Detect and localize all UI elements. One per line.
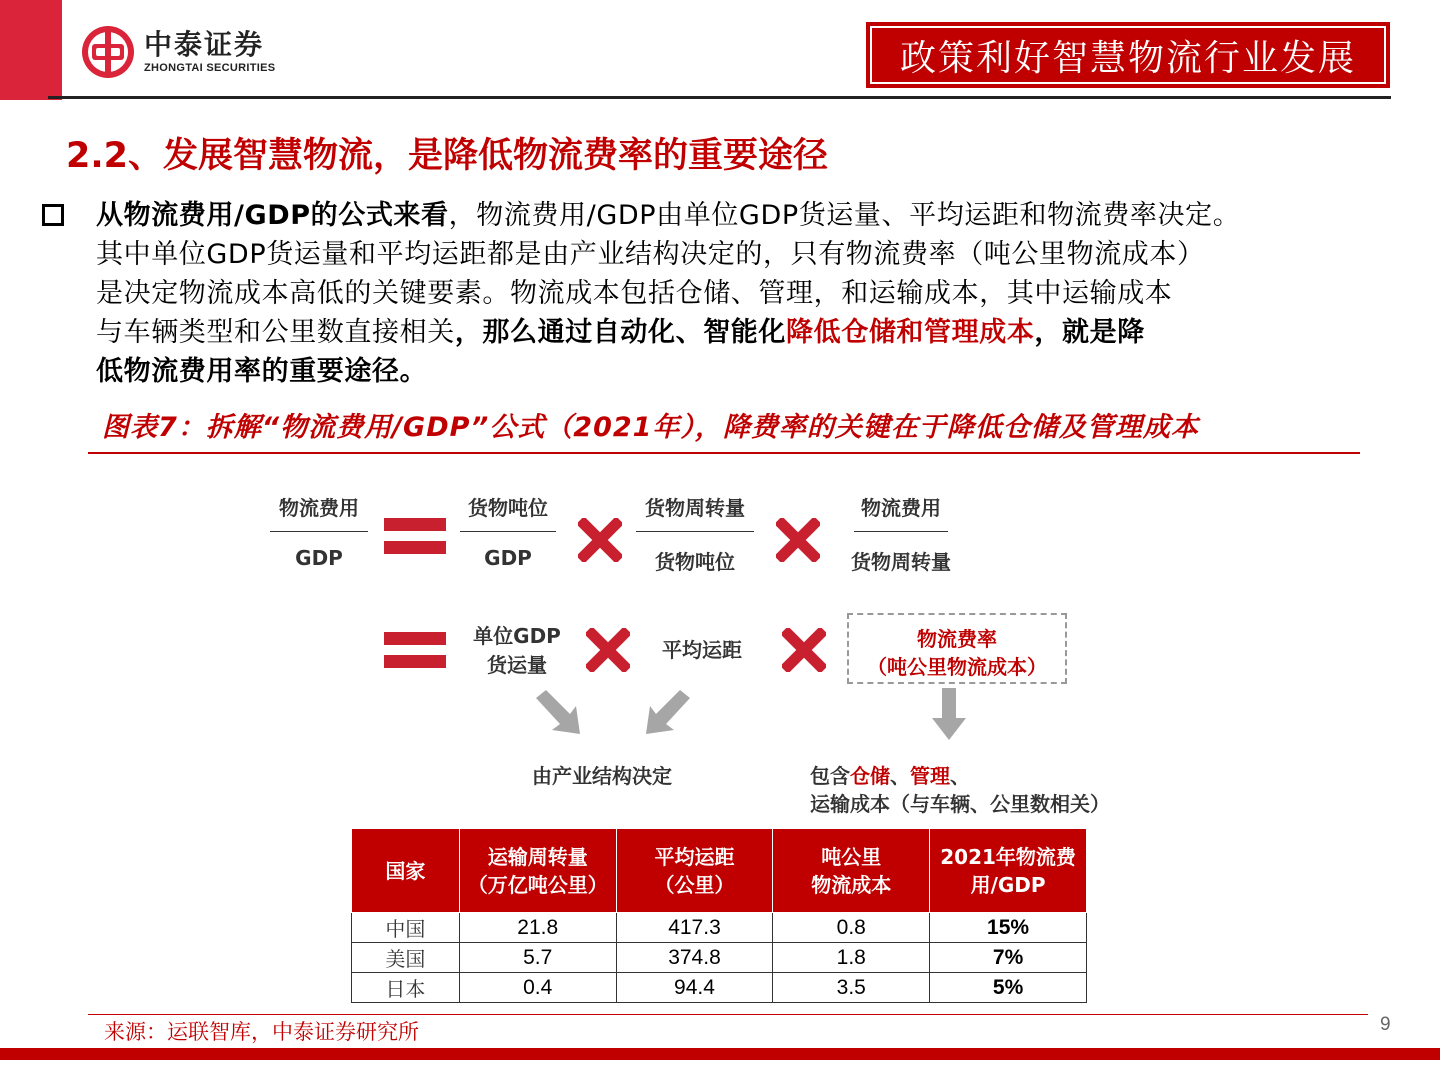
multiply-icon: [782, 628, 826, 672]
table-cell: 0.4: [459, 973, 616, 1003]
logistics-rate-label: 物流费率: [917, 627, 997, 651]
footer-bar: [0, 1048, 1440, 1060]
table-cell: 374.8: [616, 943, 773, 973]
header-divider: [48, 96, 1391, 99]
table-header-row: [352, 829, 1087, 913]
multiply-icon: [776, 518, 820, 562]
table-row: [352, 913, 1087, 943]
header-title: 政策利好智慧物流行业发展: [899, 37, 1356, 79]
term-line: 单位GDP: [473, 624, 561, 648]
fraction-tonnage-gdp: [460, 492, 556, 570]
page-number: 9: [1380, 1014, 1391, 1035]
term-gdp-freight-volume: [470, 622, 564, 680]
multiply-icon: [586, 628, 630, 672]
warehousing-label: 仓储: [850, 764, 890, 788]
source-divider: [88, 1014, 1368, 1015]
fraction-denominator: GDP: [484, 546, 532, 570]
para-line1-bold: 从物流费用/GDP的公式来看: [96, 200, 449, 231]
multiply-icon: [578, 518, 622, 562]
table-cell: 7%: [930, 943, 1087, 973]
body-paragraph: [96, 196, 1376, 391]
table-cell: 5%: [930, 973, 1087, 1003]
zhongtai-logo-icon: [80, 24, 136, 80]
fraction-numerator: 货物吨位: [468, 496, 548, 520]
table-cell: 15%: [930, 913, 1087, 943]
fraction-bar: [270, 531, 368, 532]
logo-chinese-name: 中泰证券: [144, 28, 265, 61]
table-cell: 94.4: [616, 973, 773, 1003]
table-cell: 417.3: [616, 913, 773, 943]
header-cost-gdp: 2021年物流费 用/GDP: [930, 829, 1087, 913]
fraction-denominator: 货物周转量: [851, 550, 951, 574]
header-avg-distance: 平均运距 （公里）: [616, 829, 773, 913]
para-line5: 低物流费用率的重要途径。: [96, 356, 428, 387]
transport-cost-label: 运输成本（与车辆、公里数相关）: [810, 792, 1110, 816]
equals-icon: [384, 632, 446, 678]
arrow-down-right-icon: [532, 690, 586, 738]
arrow-down-icon: [932, 688, 966, 740]
table-cell: 0.8: [773, 913, 930, 943]
figure-title-underline: [88, 452, 1360, 454]
header-ton-km-cost: 吨公里 物流成本: [773, 829, 930, 913]
fraction-cost-turnover: [842, 492, 960, 575]
header-country: 国家: [352, 829, 460, 913]
fraction-denominator: 货物吨位: [655, 550, 735, 574]
para-line4-bold: ，那么通过自动化、智能化: [454, 317, 787, 348]
header-accent-bar: [0, 0, 62, 100]
para-line3: 是决定物流成本高低的关键要素。物流成本包括仓储、管理，和运输成本，其中运输成本: [96, 278, 1173, 309]
para-line4-bold2: ，就是降: [1034, 317, 1145, 348]
company-logo: [80, 24, 275, 80]
logistics-rate-box: [847, 613, 1067, 684]
term-average-distance: 平均运距: [662, 638, 742, 662]
fraction-denominator: GDP: [295, 546, 343, 570]
bullet-square-icon: [42, 204, 64, 226]
table-row: [352, 943, 1087, 973]
para-line4-plain: 与车辆类型和公里数直接相关: [96, 317, 455, 348]
fraction-bar: [636, 531, 754, 532]
fraction-bar: [460, 531, 556, 532]
includes-label: [810, 760, 970, 789]
table-cell-country: 美国: [352, 943, 460, 973]
equals-icon: [384, 518, 446, 564]
para-line4-red: 降低仓储和管理成本: [786, 317, 1035, 348]
fraction-logistics-cost-gdp: [270, 492, 368, 570]
logo-english-name: ZHONGTAI SECURITIES: [144, 62, 276, 74]
table-cell: 1.8: [773, 943, 930, 973]
determined-by-industry-label: 由产业结构决定: [532, 764, 672, 788]
includes-separator-2: 、: [950, 764, 970, 788]
arrow-down-left-icon: [640, 690, 694, 738]
includes-separator: 、: [890, 764, 910, 788]
table-row: [352, 973, 1087, 1003]
para-line1-rest: ，物流费用/GDP由单位GDP货运量、平均运距和物流费率决定。: [448, 200, 1241, 231]
management-label: 管理: [910, 764, 950, 788]
table-cell: 3.5: [773, 973, 930, 1003]
includes-prefix: 包含: [810, 764, 850, 788]
ton-km-cost-label: （吨公里物流成本）: [867, 655, 1047, 679]
table-cell-country: 中国: [352, 913, 460, 943]
fraction-numerator: 物流费用: [861, 496, 941, 520]
fraction-turnover-tonnage: [636, 492, 754, 575]
header-title-box: [866, 22, 1390, 88]
para-line2: 其中单位GDP货运量和平均运距都是由产业结构决定的，只有物流费率（吨公里物流成本）: [96, 239, 1205, 270]
figure-title: 图表7：拆解“物流费用/GDP”公式（2021年），降费率的关键在于降低仓储及管理成本: [102, 412, 1199, 443]
country-comparison-table: [351, 828, 1087, 1003]
table-cell: 5.7: [459, 943, 616, 973]
term-line: 货运量: [487, 653, 547, 677]
fraction-numerator: 物流费用: [279, 496, 359, 520]
source-note: 来源：运联智库，中泰证券研究所: [104, 1020, 419, 1044]
fraction-numerator: 货物周转量: [645, 496, 745, 520]
header-turnover: 运输周转量 （万亿吨公里）: [459, 829, 616, 913]
table-cell: 21.8: [459, 913, 616, 943]
table-cell-country: 日本: [352, 973, 460, 1003]
section-title: 2.2、发展智慧物流，是降低物流费率的重要途径: [66, 136, 829, 176]
fraction-bar: [854, 531, 948, 532]
